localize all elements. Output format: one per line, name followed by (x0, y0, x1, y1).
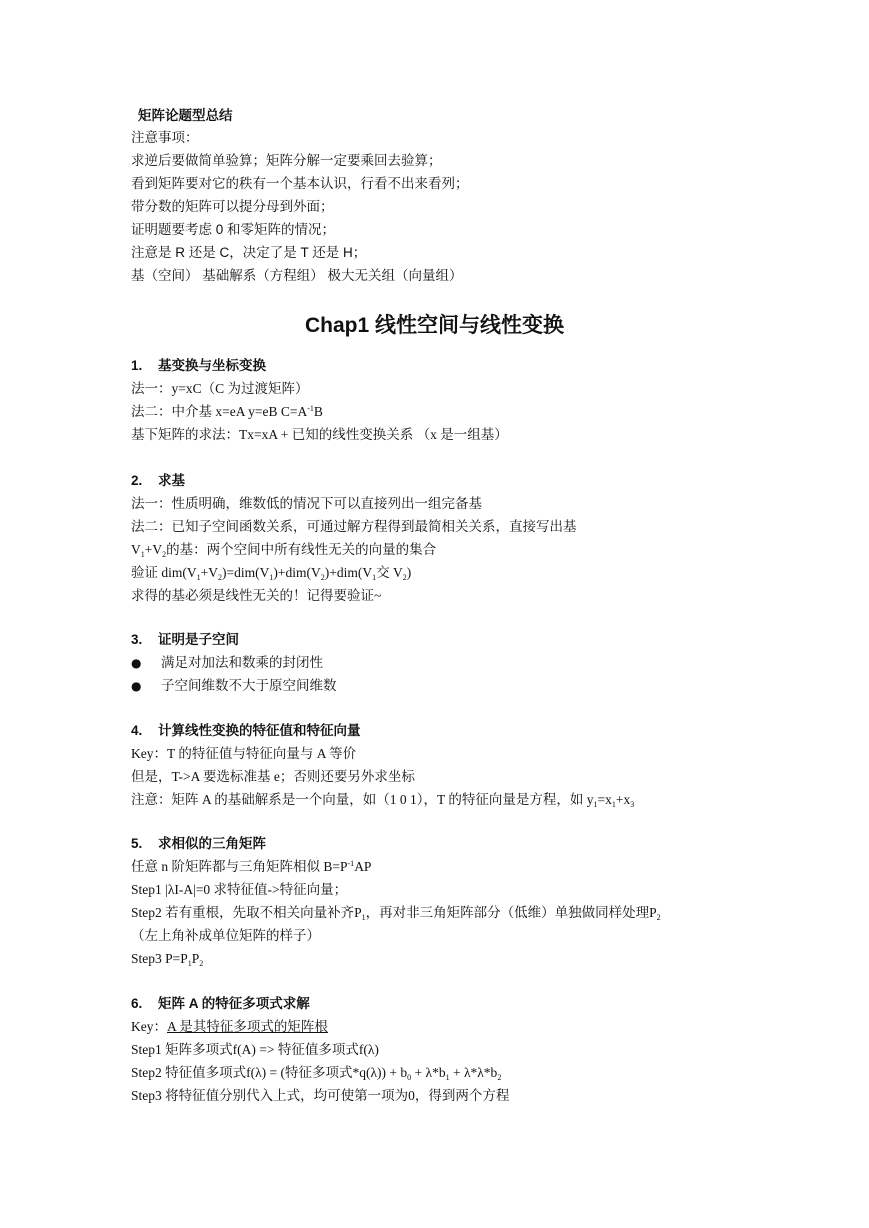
text-line (131, 402, 323, 422)
notes-label: 注意事项： (131, 130, 199, 145)
list-item-text: 满足对加法和数乘的封闭性 (161, 655, 323, 670)
subscript: 2 (497, 1073, 502, 1082)
subscript: 0 (407, 1073, 412, 1082)
section-number: 4. (131, 723, 143, 738)
subscript: 1 (361, 913, 366, 922)
text-line (131, 1017, 328, 1037)
text-fragment: ) (406, 565, 412, 580)
subscript: 1 (611, 800, 616, 809)
section-number: 3. (131, 632, 143, 647)
subscript: 2 (656, 913, 661, 922)
section-title: 基变换与坐标变换 (158, 358, 266, 373)
text-fragment: Key： (131, 1019, 167, 1034)
note-item: 证明题要考虑 0 和零矩阵的情况； (131, 222, 336, 237)
section-heading-4 (131, 721, 361, 741)
text-fragment: P (191, 951, 200, 966)
text-line: Step3 将特征值分别代入上式，均可使第一项为0，得到两个方程 (131, 1088, 510, 1103)
note-item: 注意是 R 还是 C，决定了是 T 还是 H； (131, 245, 367, 260)
subscript: 1 (140, 550, 145, 559)
text-line: 但是，T->A 要选标准基 e；否则还要另外求坐标 (131, 769, 415, 784)
text-fragment: V (131, 542, 141, 557)
subscript: 2 (402, 573, 407, 582)
text-fragment: + λ*b (411, 1065, 446, 1080)
text-fragment: )+dim( (324, 565, 363, 580)
text-fragment: 交 (376, 565, 393, 580)
text-line: 法二：已知子空间函数关系，可通过解方程得到最简相关关系，直接写出基 (131, 519, 577, 534)
section-heading-1 (131, 356, 266, 376)
section-number: 5. (131, 836, 143, 851)
text-fragment: 任意 n 阶矩阵都与三角矩阵相似 B=P (131, 859, 348, 874)
subscript: 2 (199, 959, 204, 968)
text-fragment: V (392, 565, 403, 580)
subscript: 3 (630, 800, 635, 809)
text-line: 求得的基必须是线性无关的！记得要验证~ (131, 588, 382, 603)
text-fragment: Step2 特征值多项式f(λ) = (特征多项式*q(λ)) + b (131, 1065, 408, 1080)
text-fragment: V (186, 565, 197, 580)
text-fragment: 的基：两个空间中所有线性无关的向量的集合 (166, 542, 437, 557)
text-fragment: Step3 P=P (131, 951, 188, 966)
superscript: -1 (347, 859, 355, 868)
section-heading-6 (131, 994, 310, 1014)
chapter-title: Chap1 线性空间与线性变换 (304, 314, 564, 337)
section-number: 6. (131, 996, 143, 1011)
note-item: 求逆后要做简单验算；矩阵分解一定要乘回去验算； (131, 153, 442, 168)
bullet-icon: ● (131, 656, 142, 670)
text-line: 法一：y=xC（C 为过渡矩阵） (131, 381, 309, 396)
section-number: 1. (131, 358, 143, 373)
text-line (131, 857, 371, 877)
text-line: 基下矩阵的求法：Tx=xA + 已知的线性变换关系 （x 是一组基） (131, 427, 508, 442)
note-item: 带分数的矩阵可以提分母到外面； (131, 199, 334, 214)
text-fragment: V (208, 565, 218, 580)
text-line: Step1 |λI-A|=0 求特征值->特征向量； (131, 882, 348, 897)
text-line (131, 540, 436, 560)
text-fragment: V (362, 565, 373, 580)
list-item (131, 653, 323, 673)
note-item: 基（空间） 基础解系（方程组） 极大无关组（向量组） (131, 268, 463, 283)
note-item: 看到矩阵要对它的秩有一个基本认识，行看不出来看列； (131, 176, 469, 191)
text-fragment: V (259, 565, 270, 580)
list-item-text: 子空间维数不大于原空间维数 (161, 678, 337, 693)
subscript: 1 (269, 573, 274, 582)
text-line (131, 1063, 501, 1083)
subscript: 1 (593, 800, 598, 809)
text-line (131, 563, 411, 583)
text-line: 法一：性质明确，维数低的情况下可以直接列出一组完备基 (131, 496, 482, 511)
list-item (131, 676, 337, 696)
text-fragment: =x (597, 792, 612, 807)
text-line (131, 949, 203, 969)
subscript: 2 (320, 573, 325, 582)
section-title: 证明是子空间 (158, 632, 239, 647)
text-fragment: +x (615, 792, 631, 807)
text-fragment: V (310, 565, 321, 580)
text-line (131, 903, 661, 923)
section-heading-5 (131, 834, 266, 854)
subscript: 1 (187, 959, 192, 968)
text-fragment: 注意：矩阵 A 的基础解系是一个向量，如（1 0 1），T 的特征向量是方程，如 y (131, 792, 594, 807)
section-title: 求基 (158, 473, 185, 488)
section-title: 计算线性变换的特征值和特征向量 (158, 723, 361, 738)
subscript: 1 (196, 573, 201, 582)
text-fragment: AP (354, 859, 372, 874)
section-title: 求相似的三角矩阵 (158, 836, 266, 851)
text-fragment: B (313, 404, 323, 419)
section-heading-2 (131, 471, 185, 491)
intro-title: 矩阵论题型总结 (138, 108, 233, 123)
text-fragment: 验证 dim( (131, 565, 187, 580)
underlined-text: A 是其特征多项式的矩阵根 (167, 1019, 328, 1034)
section-title: 矩阵 A 的特征多项式求解 (158, 996, 310, 1011)
text-fragment: + (200, 565, 209, 580)
text-fragment: ，再对非三角矩阵部分（低维）单独做同样处理P (365, 905, 657, 920)
section-heading-3 (131, 630, 239, 650)
text-fragment: )=dim( (222, 565, 260, 580)
text-line: （左上角补成单位矩阵的样子） (131, 928, 320, 943)
text-fragment: )+dim( (273, 565, 311, 580)
subscript: 1 (445, 1073, 450, 1082)
bullet-icon: ● (131, 679, 142, 693)
section-number: 2. (131, 473, 143, 488)
text-fragment: 法二：中介基 x=eA y=eB C=A (131, 404, 308, 419)
text-line (131, 790, 634, 810)
subscript: 2 (218, 573, 222, 582)
text-line: Step1 矩阵多项式f(A) => 特征值多项式f(λ) (131, 1042, 379, 1057)
text-fragment: + λ*λ*b (449, 1065, 498, 1080)
text-line: Key：T 的特征值与特征向量与 A 等价 (131, 746, 357, 761)
superscript: -1 (307, 404, 314, 413)
text-fragment: V (152, 542, 163, 557)
subscript: 1 (372, 573, 377, 582)
text-fragment: Step2 若有重根，先取不相关向量补齐P (131, 905, 362, 920)
text-fragment: + (144, 542, 153, 557)
subscript: 2 (162, 550, 167, 559)
